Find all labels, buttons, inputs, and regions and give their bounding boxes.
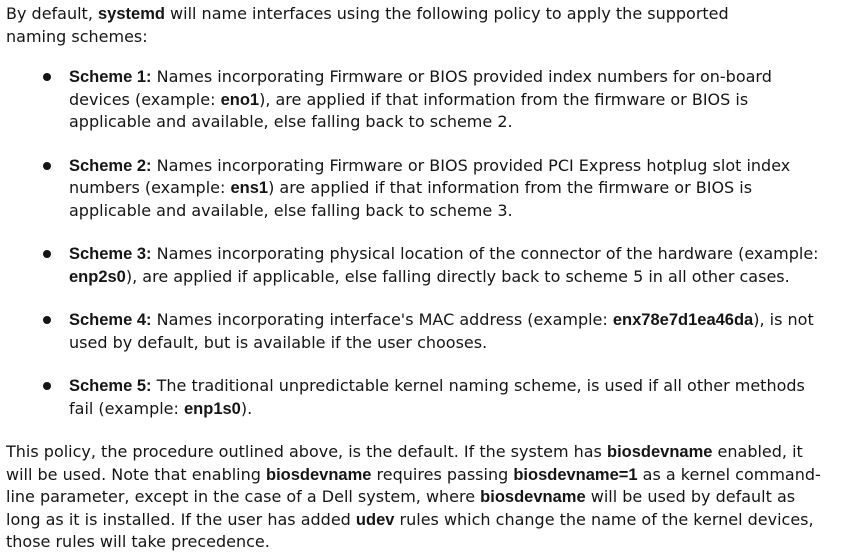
scheme-text: Names incorporating interface's MAC address (example: bbox=[151, 310, 613, 329]
scheme-title: Scheme 3: bbox=[69, 245, 152, 263]
scheme-text: ) are applied if that information from the firmware or BIOS is applicable and available, else falling back to scheme 3. bbox=[69, 178, 753, 220]
list-item-scheme-5 bbox=[6, 375, 829, 420]
outro-text: enabled, it will be used. Note that enabling bbox=[6, 442, 803, 484]
scheme-text: Names incorporating Firmware or BIOS provided PCI Express hotplug slot index numbers (example: bbox=[69, 155, 791, 197]
bullet-icon bbox=[43, 73, 51, 81]
scheme-title: Scheme 5: bbox=[69, 377, 152, 395]
example-name: enp1s0 bbox=[184, 399, 241, 418]
outro-text: This policy, the procedure outlined above, is the default. If the system has bbox=[6, 442, 607, 461]
list-item-scheme-4 bbox=[6, 309, 829, 354]
scheme-text: ). bbox=[240, 398, 253, 418]
scheme-title: Scheme 1: bbox=[69, 68, 152, 86]
example-name: enx78e7d1ea46da bbox=[612, 311, 754, 329]
outro-text: will be used by default as long as it is installed. If the user has added bbox=[6, 487, 796, 529]
biosdevname-term: biosdevname bbox=[606, 443, 713, 461]
example-name: ens1 bbox=[230, 179, 269, 197]
scheme-text: ), are applied if applicable, else falling directly back to scheme 5 in all other cases. bbox=[125, 266, 790, 286]
bullet-icon bbox=[43, 250, 51, 258]
scheme-text: The traditional unpredictable kernel naming scheme, is used if all other methods fail (example: bbox=[69, 376, 805, 418]
outro-text: as a kernel command-line parameter, except in the case of a Dell system, where bbox=[6, 464, 821, 506]
scheme-list bbox=[6, 66, 836, 420]
udev-term: udev bbox=[355, 510, 395, 529]
scheme-text: ), is not used by default, but is available if the user chooses. bbox=[69, 310, 814, 352]
outro-paragraph bbox=[6, 441, 821, 554]
scheme-text: ), are applied if that information from the firmware or BIOS is applicable and available, else falling back to scheme 2. bbox=[69, 89, 749, 131]
scheme-text: Names incorporating Firmware or BIOS provided index numbers for on-board devices (example: bbox=[69, 67, 772, 109]
list-item-scheme-2 bbox=[6, 155, 829, 223]
bullet-icon bbox=[43, 382, 51, 390]
document-body bbox=[6, 3, 836, 554]
example-name: eno1 bbox=[220, 90, 260, 109]
scheme-text: Names incorporating physical location of the connector of the hardware (example: bbox=[151, 244, 819, 263]
intro-text-1: By default, bbox=[6, 4, 98, 23]
biosdevname-term: biosdevname bbox=[266, 465, 372, 484]
biosdevname-param: biosdevname=1 bbox=[513, 465, 638, 484]
list-item-scheme-1 bbox=[6, 66, 829, 134]
biosdevname-term: biosdevname bbox=[480, 488, 586, 506]
intro-paragraph bbox=[6, 3, 786, 48]
list-item-scheme-3 bbox=[6, 243, 829, 288]
intro-text-2: will name interfaces using the following policy to apply the supported naming schemes: bbox=[6, 4, 729, 46]
outro-text: requires passing bbox=[371, 464, 514, 484]
example-name: enp2s0 bbox=[69, 267, 126, 286]
outro-text: rules which change the name of the kernel devices, those rules will take precedence. bbox=[6, 509, 814, 551]
scheme-title: Scheme 2: bbox=[69, 156, 152, 175]
bullet-icon bbox=[43, 162, 51, 170]
systemd-term: systemd bbox=[98, 5, 165, 23]
bullet-icon bbox=[43, 316, 51, 324]
scheme-title: Scheme 4: bbox=[69, 311, 152, 329]
